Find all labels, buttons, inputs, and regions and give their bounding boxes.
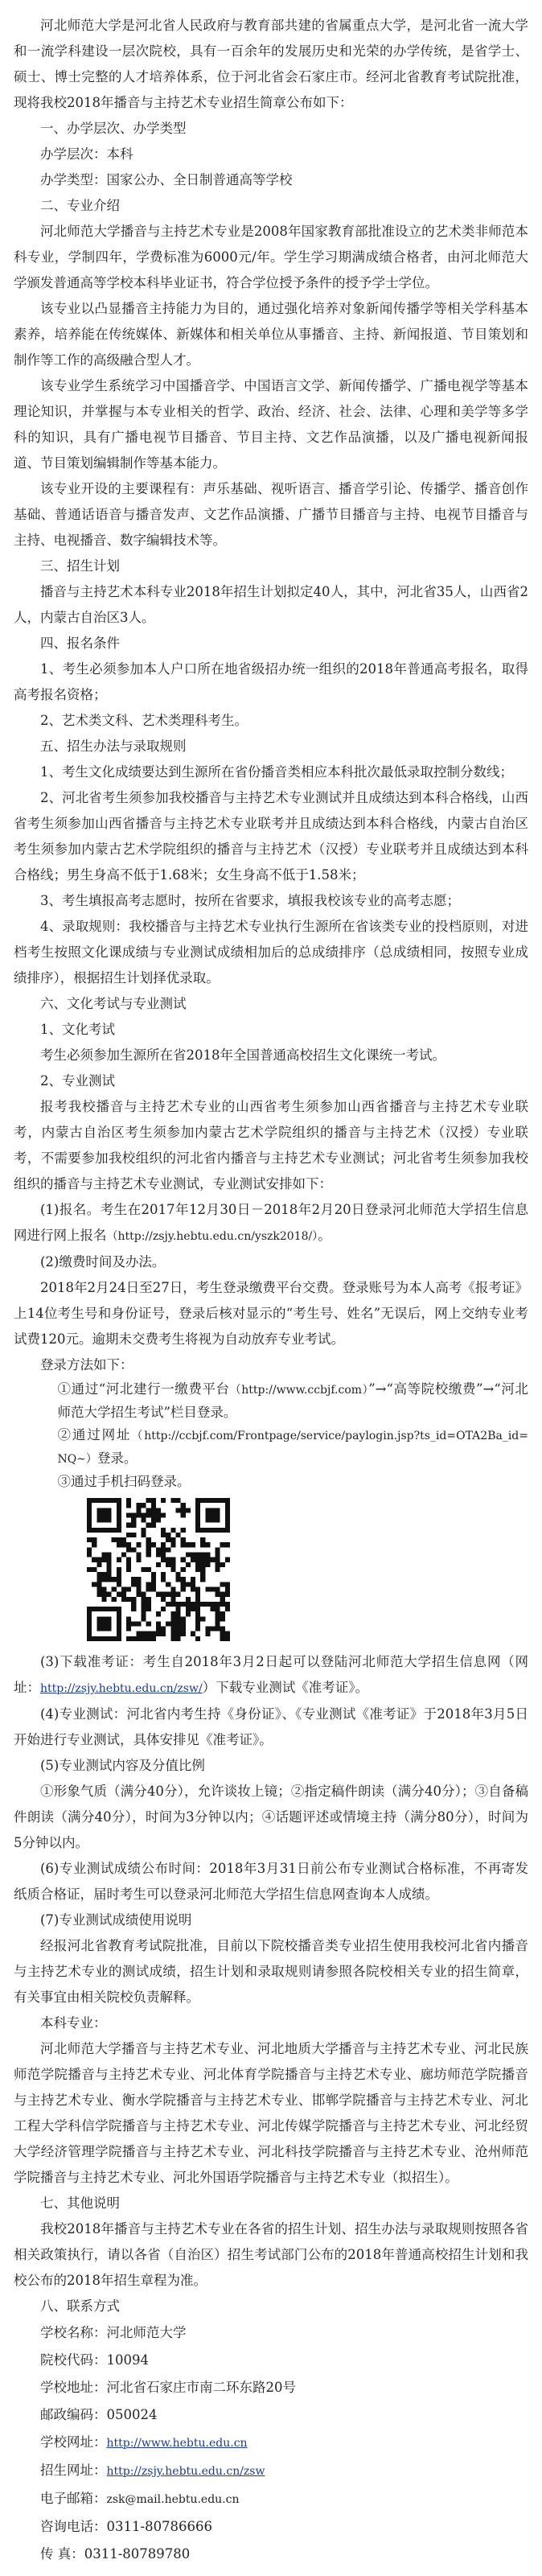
results-usage-title: (7)专业测试成绩使用说明 [40,1912,192,1928]
payment-qr-code[interactable] [87,1498,230,1641]
section-7-title: 七、其他说明 [40,2195,120,2211]
ticket-text: (3)下载准考证：考生自2018年3月2日起可以登陆河北师范大学招生信息网（网址： [14,1654,528,1695]
postcode: 邮政编码：050024 [40,2407,158,2422]
rule-3: 3、考生填报高考志愿时，按所在省要求，填报我校该专业的高考志愿； [40,893,460,908]
ccb-pay-url[interactable]: （http://www.ccbjf.com） [229,1384,369,1397]
participating-schools: 河北师范大学播音与主持艺术专业、河北地质大学播音与主持艺术专业、河北民族师范学院播音与主持艺术专业、河北体育学院播音与主持艺术专业、廊坊师范学院播音与主持艺术专业、衡水学院播音与主持艺术专业、邯郸学院播音与主持艺术专业、河北工程大学科信学院播音与主持艺术专业、河北传媒学院播音与主持艺术专业、河北经贸大学经济管理学院播音与主持艺术专业、河北科技学院播音与主持艺术专业、沧州师范学院播音与主持艺术专业、河北外国语学院播音与主持艺术专业（拟招生）。 [14,2041,528,2185]
school-address: 学校地址：河北省石家庄市南二环东路20号 [40,2380,296,2395]
intro-paragraph: 河北师范大学是河北省人民政府与教育部共建的省属重点大学，是河北省一流大学和一流学科建设一层次院校，具有一百余年的发展历史和光荣的办学传统，是省学士、硕士、博士完整的人才培养体系，位于河北省会石家庄市。经河北省教育考试院批准，现将我校2018年播音与主持艺术专业招生简章公布如下： [14,18,528,110]
school-name: 学校名称：河北师范大学 [40,2325,187,2340]
login-method-2 [14,1424,528,1471]
school-website-label: 学校网址： [40,2434,107,2450]
professional-test-text: 报考我校播音与主持艺术专业的山西省考生须参加山西省播音与主持艺术专业联考，内蒙古自治区考生须参加内蒙古艺术学院组织的播音与主持艺术（汉授）专业联考，不需要参加我校组织的河北省内播音与主持艺术专业测试；河北省考生须参加我校组织的播音与主持艺术专业测试，专业测试安排如下： [14,1099,528,1191]
section-8-title: 八、联系方式 [40,2298,120,2314]
section-5-title: 五、招生办法与录取规则 [40,739,187,754]
registration-item [14,1197,528,1249]
school-website [14,2429,528,2457]
professional-test-title: 2、专业测试 [40,1073,115,1088]
rule-4: 4、录取规则：我校播音与主持艺术专业执行生源所在省该类专业的投档原则，对进档考生按照文化课成绩与专业测试成绩相加后的总成绩排序（总成绩相同，按照专业成绩排序），根据招生计划择优录取。 [14,919,528,986]
login-methods-title: 登录方法如下： [40,1357,133,1372]
login-method-3: ③通过手机扫码登录。 [57,1474,191,1489]
email-address[interactable]: zsk@mail.hebtu.edu.cn [106,2493,240,2506]
condition-2: 2、艺术类文科、艺术类理科考生。 [40,713,248,728]
email [14,2485,528,2513]
registration-text: (1)报名。考生在2017年12月30日－2018年2月20日登录河北师范大学招生信息网进行网上报名 [14,1202,528,1243]
major-intro-p4: 该专业开设的主要课程有：声乐基础、视听语言、播音学引论、传播学、播音创作基础、普通话语音与播音发声、文艺作品演播、广播节目播音与主持、电视节目播音与主持、电视播音、数字编辑技术等。 [14,481,528,548]
major-intro-p2: 该专业以凸显播音主持能力为目的，通过强化培养对象新闻传播学等相关学科基本素养，培养能在传统媒体、新媒体和相关单位从事播音、主持、新闻报道、节目策划和制作等工作的高级融合型人才。 [14,301,528,368]
major-intro-p1: 河北师范大学播音与主持艺术专业是2008年国家教育部批准设立的艺术类非师范本科专业，学制四年，学费标准为6000元/年。学生学习期满成绩合格者，由河北师范大学颁发普通高等学校本科毕业证书，符合学位授予条件的授予学士学位。 [14,224,528,290]
email-label: 电子邮箱： [40,2491,107,2506]
rule-2: 2、河北省考生须参加我校播音与主持艺术专业测试并且成绩达到本科合格线，山西省考生须参加山西省播音与主持艺术专业联考并且成绩达到本科合格线，内蒙古自治区考生须参加内蒙古艺术学院组织的播音与主持艺术（汉授）专业联考并且成绩达到本科合格线；男生身高不低于1.68米；女生身高不低于1.58米； [14,790,528,883]
test-content-text: ①形象气质（满分40分），允许谈妆上镜；②指定稿件朗读（满分40分）；③自备稿件朗读（满分40分），时间为3分钟以内；④话题评述或情境主持（满分80分），时间为5分钟以内。 [14,1784,528,1850]
section-4-title: 四、报名条件 [40,636,120,651]
ticket-url[interactable]: http://zsjy.hebtu.edu.cn/zsw/ [40,1682,203,1695]
registration-end: 。 [318,1228,331,1243]
section-3-title: 三、招生计划 [40,558,120,574]
school-level: 办学层次：本科 [40,146,133,162]
rule-1: 1、考生文化成绩要达到生源所在省份播音类相应本科批次最低录取控制分数线； [40,764,513,780]
ccb-login-url[interactable]: （http://ccbjf.com/Frontpage/service/paylogin.jsp?ts_id=OTA2Ba_id=NQ~） [57,1430,529,1466]
login-method-1-path: ”→“高等院校缴费”→“河北师范大学招生考试”栏目登录。 [57,1381,528,1420]
section-1-title: 一、办学层次、办学类型 [40,121,187,136]
admission-website-label: 招生网址： [40,2463,107,2478]
payment-title: (2)缴费时间及办法。 [40,1254,166,1269]
payment-text: 2018年2月24日至27日，考生登录缴费平台交费。登录账号为本人高考《报考证》上14位考生号和身份证号，登录后核对显示的“考生号、姓名”无误后，网上交纳专业考试费120元。逾期未交费考生将视为自动放弃专业考试。 [14,1280,528,1347]
registration-url[interactable]: （http://zsjy.hebtu.edu.cn/yszk2018/） [106,1230,318,1243]
professional-test-date: (4)专业测试：河北省内考生持《身份证》、《专业测试《准考证》于2018年3月5日开始进行专业测试，具体安排见《准考证》。 [14,1706,528,1747]
admission-website-link[interactable]: http://zsjy.hebtu.edu.cn/zsw [106,2465,265,2478]
qr-code-container [14,1498,528,1641]
login-method-2-end: 登录。 [96,1451,138,1466]
culture-exam-text: 考生必须参加生源所在省2018年全国普通高校招生文化课统一考试。 [40,1047,446,1063]
results-announcement: (6)专业测试成绩公布时间：2018年3月31日前公布专业测试合格标准，不再寄发纸质合格证，届时考生可以登录河北师范大学招生信息网查询本人成绩。 [14,1861,528,1902]
results-usage-text: 经报河北省教育考试院批准，目前以下院校播音类专业招生使用我校河北省内播音与主持艺术专业的测试成绩，招生计划和录取规则请参照各院校相关专业的招生简章，有关事宜由相关院校负责解释。 [14,1938,528,2005]
login-method-1 [14,1378,528,1424]
login-method-1-text: ①通过“河北建行一缴费平台 [57,1381,230,1397]
major-intro-p3: 该专业学生系统学习中国播音学、中国语言文学、新闻传播学、广播电视学等基本理论知识，并掌握与本专业相关的哲学、政治、经济、社会、法律、心理和美学等多学科的知识，具有广播电视节目播音、节目主持、文艺作品演播，以及广播电视新闻报道、节目策划编辑制作等基本能力。 [14,378,528,471]
ticket-end: ）下载专业测试《准考证》。 [202,1680,368,1695]
school-code: 院校代码：10094 [40,2352,149,2368]
school-website-link[interactable]: http://www.hebtu.edu.cn [106,2437,248,2450]
login-method-2-text: ②通过网址 [57,1427,132,1442]
culture-exam-title: 1、文化考试 [40,1022,115,1037]
fax: 传 真：0311-80789780 [40,2546,191,2562]
admission-website [14,2457,528,2485]
other-notes: 我校2018年播音与主持艺术专业在各省的招生计划、招生办法与录取规则按照各省相关政策执行，请以各省（自治区）招生考试部门公布的2018年普通高校招生计划和我校公布的2018年招生章程为准。 [14,2221,528,2288]
condition-1: 1、考生必须参加本人户口所在地省级招办统一组织的2018年普通高考报名，取得高考报名资格； [14,661,528,702]
school-type: 办学类型：国家公办、全日制普通高等学校 [40,172,293,187]
test-content-title: (5)专业测试内容及分值比例 [40,1758,205,1773]
admission-ticket-download [14,1649,528,1702]
section-6-title: 六、文化考试与专业测试 [40,996,187,1011]
enrollment-plan: 播音与主持艺术本科专业2018年招生计划拟定40人，其中，河北省35人，山西省2人，内蒙古自治区3人。 [14,584,528,625]
undergraduate-label: 本科专业： [40,2015,107,2031]
admission-brochure [14,0,528,2576]
phone: 咨询电话：0311-80786666 [40,2519,213,2534]
section-2-title: 二、专业介绍 [40,198,120,213]
